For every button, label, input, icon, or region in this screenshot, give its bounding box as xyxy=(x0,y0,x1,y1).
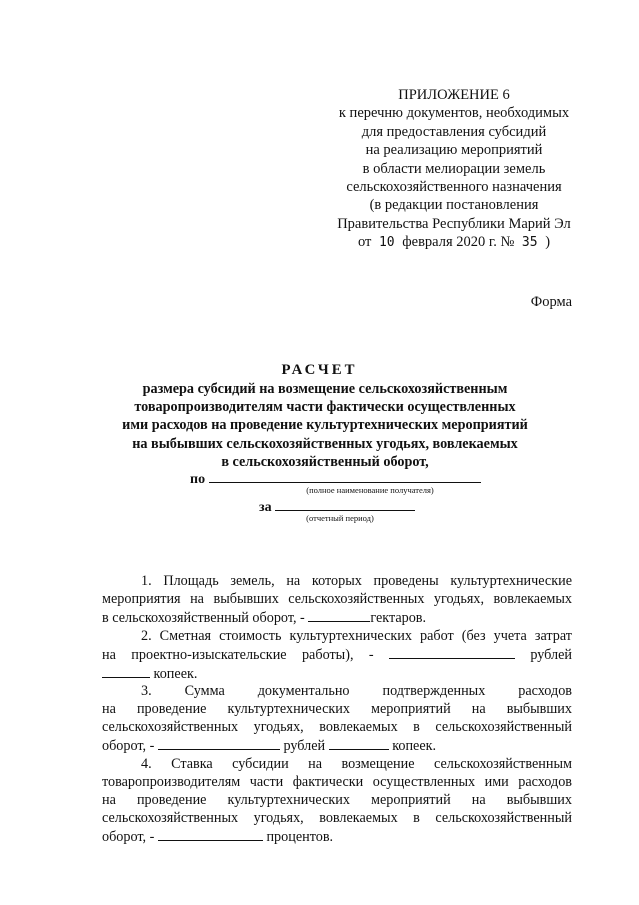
item-1-line: 1. Площадь земель, на которых проведены культуртехнические xyxy=(141,573,572,589)
appendix-heading: ПРИЛОЖЕНИЕ 6 xyxy=(398,87,510,103)
appendix-line: к перечню документов, необходимых xyxy=(338,105,570,122)
appendix-date-line xyxy=(324,233,584,252)
appendix-line: Правительства Республики Марий Эл xyxy=(337,215,571,232)
recipient-label: по xyxy=(190,472,206,487)
date-day: 10 xyxy=(378,235,395,251)
appendix-line: сельскохозяйственного назначения xyxy=(346,179,562,196)
period-caption: (отчетный период) xyxy=(306,513,374,523)
item-4-line: сельскохозяйственных угодьях, вовлекаемых в сельскохозяйственный xyxy=(102,809,572,826)
appendix-line: для предоставления субсидий xyxy=(361,123,547,140)
recipient-field[interactable] xyxy=(209,469,481,483)
item-3-line-last xyxy=(102,737,572,756)
date-month-year: февраля 2020 г. № xyxy=(402,234,515,251)
expenses-kopecks-field[interactable] xyxy=(329,737,389,750)
form-body xyxy=(102,573,572,847)
date-prefix: от xyxy=(357,234,372,251)
appendix-line: в области мелиорации земель xyxy=(362,160,546,177)
kopecks-unit: копеек. xyxy=(392,738,437,755)
item-3-text: оборот, - xyxy=(102,738,155,755)
document-title: РАСЧЕТ xyxy=(281,362,358,378)
subtitle-line: на выбывших сельскохозяйственных угодьях, вовлекаемых xyxy=(132,435,518,452)
item-4-line-last xyxy=(102,828,572,847)
item-4-line: товаропроизводителям части фактически осуществленных ими расходов xyxy=(102,773,572,790)
subtitle-line: в сельскохозяйственный оборот, xyxy=(221,453,429,470)
cost-kopecks-field[interactable] xyxy=(102,665,150,678)
item-4-text: оборот, - xyxy=(102,828,155,845)
item-2-line-last xyxy=(102,665,572,684)
document-number: 35 xyxy=(521,235,538,251)
appendix-line: (в редакции постановления xyxy=(369,197,539,214)
appendix-line: на реализацию мероприятий xyxy=(365,142,543,159)
item-4-line: 4. Ставка субсидии на возмещение сельскохозяйственным xyxy=(141,756,572,773)
item-2 xyxy=(102,628,572,684)
kopecks-unit: копеек. xyxy=(153,665,198,682)
item-3 xyxy=(102,683,572,756)
period-label: за xyxy=(259,500,272,515)
percent-unit: процентов. xyxy=(266,828,334,845)
item-1 xyxy=(102,573,572,628)
rate-percent-field[interactable] xyxy=(158,828,263,841)
cost-rubles-field[interactable] xyxy=(389,646,515,659)
item-3-line: 3. Сумма документально подтвержденных расходов xyxy=(141,683,572,700)
subtitle-line: размера субсидий на возмещение сельскохозяйственным xyxy=(142,381,508,397)
item-1-text: в сельскохозяйственный оборот, - xyxy=(102,609,305,626)
item-4 xyxy=(102,756,572,847)
period-field[interactable] xyxy=(275,497,415,511)
subtitle-line: ими расходов на проведение культуртехнических мероприятий xyxy=(122,417,528,434)
item-3-line: на проведение культуртехнических мероприятий на выбывших xyxy=(102,701,572,718)
item-2-text: на проектно-изыскательские работы), - xyxy=(102,646,374,663)
item-1-unit: гектаров. xyxy=(370,609,427,626)
subtitle-line: товаропроизводителям части фактически осуществленных xyxy=(134,399,516,416)
document-subtitle xyxy=(90,380,560,471)
item-4-line: на проведение культуртехнических мероприятий на выбывших xyxy=(102,791,572,808)
area-field[interactable] xyxy=(308,609,370,622)
rubles-unit: рублей xyxy=(530,646,572,663)
appendix-header xyxy=(324,86,584,253)
item-2-line-2 xyxy=(102,646,572,665)
expenses-rubles-field[interactable] xyxy=(158,737,280,750)
rubles-unit: рублей xyxy=(283,738,326,755)
item-1-line: мероприятия на выбывших сельскохозяйственных угодьях, вовлекаемых xyxy=(102,590,572,607)
form-label: Форма xyxy=(530,294,572,310)
item-3-line: сельскохозяйственных угодьях, вовлекаемых в сельскохозяйственный xyxy=(102,719,572,736)
date-suffix: ) xyxy=(545,234,551,251)
item-2-line: 2. Сметная стоимость культуртехнических работ (без учета затрат xyxy=(141,627,572,644)
recipient-caption: (полное наименование получателя) xyxy=(306,485,434,495)
item-1-line-last xyxy=(102,609,572,628)
